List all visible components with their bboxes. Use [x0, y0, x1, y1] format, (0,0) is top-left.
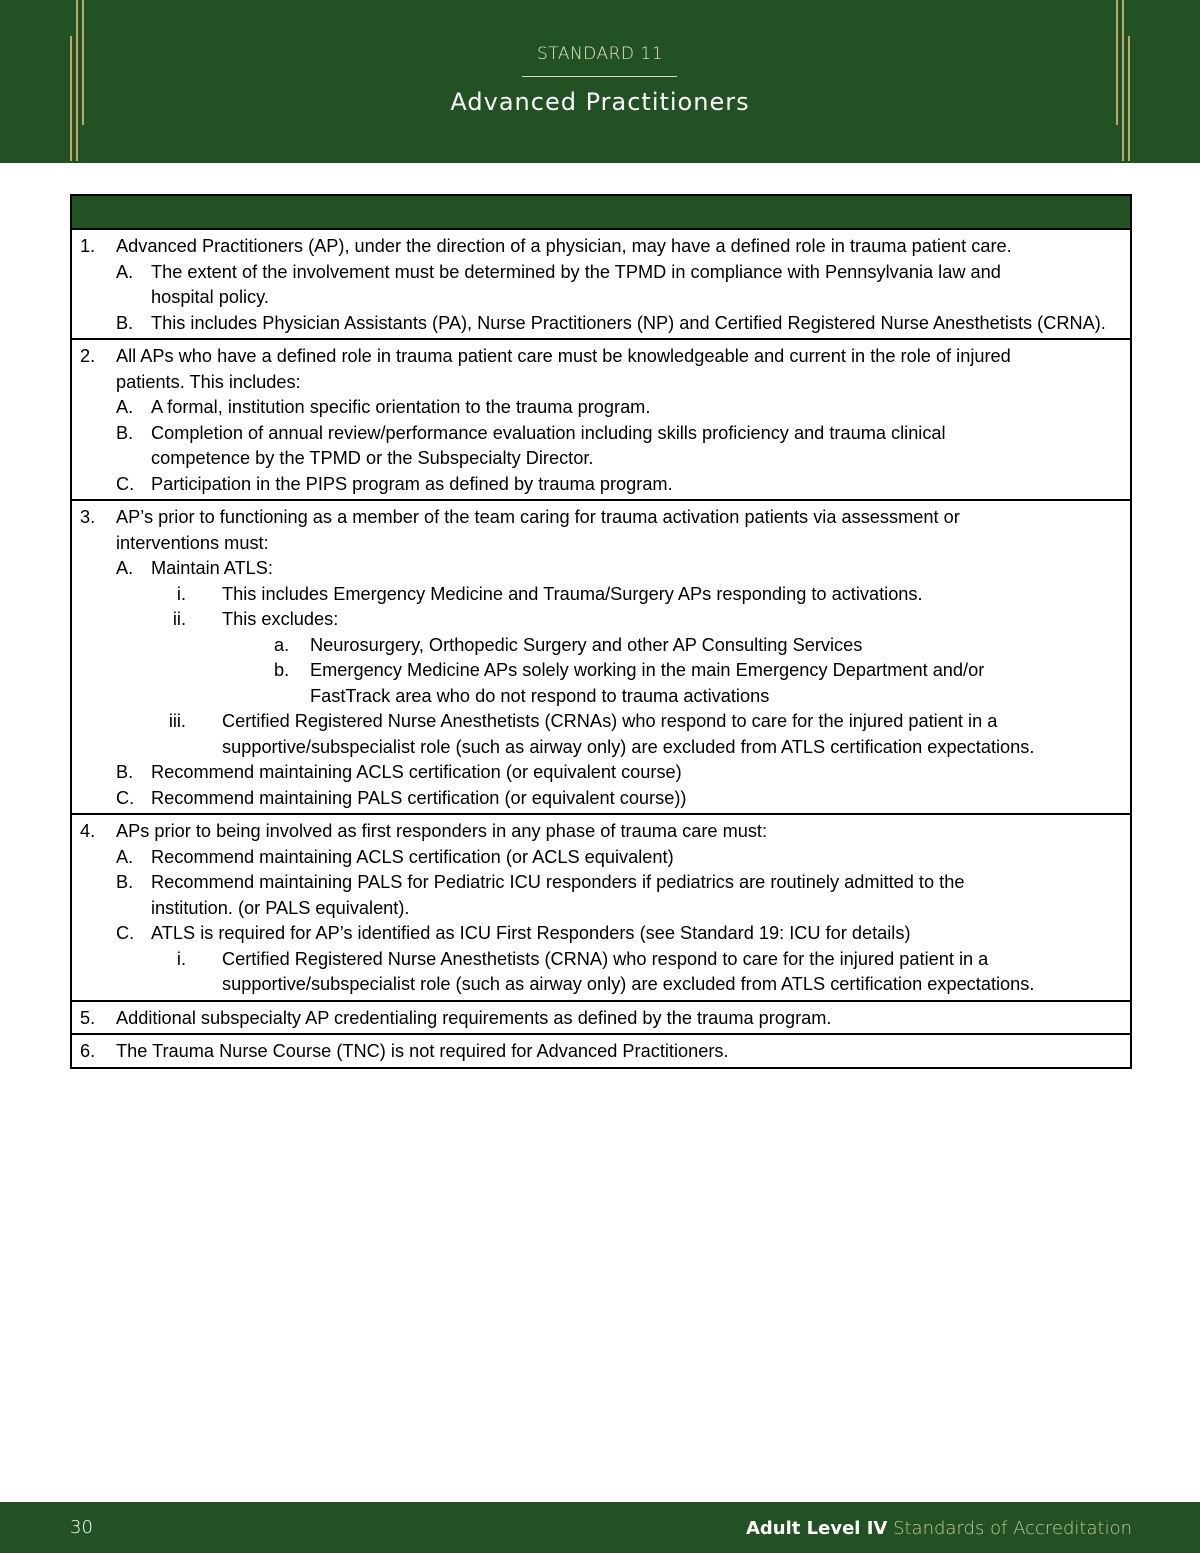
list-item	[72, 531, 1130, 557]
list-marker: 5.	[80, 1007, 96, 1028]
list-text: AP’s prior to functioning as a member of the team caring for trauma activation patients via assessment or	[116, 507, 960, 527]
list-text: Recommend maintaining ACLS certification (or ACLS equivalent)	[151, 846, 674, 867]
standard-label: STANDARD 11	[536, 44, 664, 64]
footer-title-bold: Adult Level IV	[745, 1518, 888, 1539]
list-item	[72, 582, 1130, 608]
list-text: The Trauma Nurse Course (TNC) is not required for Advanced Practitioners.	[116, 1041, 729, 1061]
list-marker: ii.	[172, 609, 186, 629]
list-text: supportive/subspecialist role (such as airway only) are excluded from ATLS certification expectations.	[222, 736, 1035, 757]
table-header-bar	[72, 196, 1130, 230]
list-text: hospital policy.	[151, 287, 269, 307]
list-text: Certified Registered Nurse Anesthetists (CRNA) who respond to care for the injured patient in a	[222, 948, 989, 969]
list-marker: i.	[176, 583, 186, 604]
list-marker: B.	[116, 312, 134, 333]
list-text: Emergency Medicine APs solely working in the main Emergency Department and/or	[310, 660, 985, 680]
list-marker: 2.	[80, 346, 96, 366]
list-item	[72, 472, 1130, 498]
page-header	[0, 0, 1200, 163]
table-body	[72, 230, 1130, 1067]
list-item	[72, 260, 1130, 286]
gold-rule-left-inner	[76, 0, 78, 161]
list-item	[72, 786, 1130, 812]
list-text: Neurosurgery, Orthopedic Surgery and other AP Consulting Services	[310, 634, 863, 655]
list-item	[72, 947, 1130, 973]
list-text: interventions must:	[116, 532, 269, 553]
footer-title-light: Standards of Accreditation	[893, 1518, 1132, 1539]
title-divider	[522, 76, 677, 77]
list-item	[72, 760, 1130, 786]
list-item	[72, 735, 1130, 761]
list-item	[72, 344, 1130, 370]
page-title: Advanced Practitioners	[450, 88, 750, 116]
list-marker: 6.	[80, 1041, 96, 1061]
list-marker: iii.	[168, 711, 186, 731]
list-text: Maintain ATLS:	[151, 558, 273, 578]
list-text: The extent of the involvement must be determined by the TPMD in compliance with Pennsylvania law and	[151, 261, 1001, 282]
list-text: APs prior to being involved as first responders in any phase of trauma care must:	[116, 821, 768, 841]
list-text: institution. (or PALS equivalent).	[151, 897, 410, 918]
list-marker: C.	[116, 787, 135, 808]
list-item	[72, 311, 1130, 337]
list-item	[72, 684, 1130, 710]
list-text: FastTrack area who do not respond to trauma activations	[310, 685, 770, 706]
list-item	[72, 285, 1130, 311]
list-marker: 1.	[80, 236, 96, 256]
standards-table	[70, 194, 1132, 1069]
table-row	[72, 340, 1130, 501]
list-marker: C.	[116, 923, 135, 943]
list-text: patients. This includes:	[116, 371, 301, 392]
list-marker: B.	[116, 872, 134, 892]
list-marker: A.	[116, 261, 134, 282]
table-row	[72, 815, 1130, 1002]
list-item	[72, 658, 1130, 684]
list-text: All APs who have a defined role in trauma patient care must be knowledgeable and current in the role of injured	[116, 346, 1011, 366]
gold-rule-right-inner	[1122, 0, 1124, 161]
list-text: supportive/subspecialist role (such as airway only) are excluded from ATLS certification expectations.	[222, 974, 1035, 994]
list-marker: 4.	[80, 821, 96, 841]
list-text: Advanced Practitioners (AP), under the direction of a physician, may have a defined role in trauma patient care.	[116, 236, 1012, 256]
list-marker: A.	[116, 397, 134, 417]
list-item	[72, 819, 1130, 845]
list-text: Participation in the PIPS program as defined by trauma program.	[151, 473, 673, 494]
list-item	[72, 709, 1130, 735]
list-text: competence by the TPMD or the Subspecialty Director.	[151, 448, 594, 468]
list-text: ATLS is required for AP’s identified as ICU First Responders (see Standard 19: ICU for details)	[151, 923, 911, 943]
table-row	[72, 501, 1130, 815]
list-item	[72, 1039, 1130, 1065]
list-item	[72, 972, 1130, 998]
list-text: Recommend maintaining PALS for Pediatric ICU responders if pediatrics are routinely admitted to the	[151, 872, 965, 892]
list-marker: 3.	[80, 507, 96, 527]
table-row	[72, 1035, 1130, 1067]
list-marker: B.	[116, 762, 134, 782]
list-marker: i.	[176, 948, 186, 969]
list-item	[72, 421, 1130, 447]
list-item	[72, 633, 1130, 659]
list-text: This includes Physician Assistants (PA), Nurse Practitioners (NP) and Certified Registered Nurse Anesthetists (CRNA).	[151, 312, 1106, 333]
list-text: This excludes:	[222, 609, 339, 629]
list-item	[72, 370, 1130, 396]
list-item	[72, 505, 1130, 531]
list-item	[72, 607, 1130, 633]
page-number: 30	[70, 1517, 93, 1538]
list-text: Completion of annual review/performance evaluation including skills proficiency and trauma clinical	[151, 422, 946, 443]
list-item	[72, 896, 1130, 922]
list-text: Additional subspecialty AP credentialing requirements as defined by the trauma program.	[116, 1007, 832, 1028]
list-item	[72, 234, 1130, 260]
list-text: Certified Registered Nurse Anesthetists (CRNAs) who respond to care for the injured patient in a	[222, 711, 998, 731]
list-marker: A.	[116, 846, 134, 867]
list-item	[72, 845, 1130, 871]
list-item	[72, 446, 1130, 472]
list-text: A formal, institution specific orientation to the trauma program.	[151, 397, 651, 417]
table-row	[72, 230, 1130, 340]
list-item	[72, 870, 1130, 896]
list-marker: C.	[116, 473, 135, 494]
table-row	[72, 1002, 1130, 1036]
list-item	[72, 395, 1130, 421]
list-text: Recommend maintaining PALS certification (or equivalent course))	[151, 787, 687, 808]
list-item	[72, 1006, 1130, 1032]
page-footer	[0, 1502, 1200, 1553]
list-marker: a.	[274, 634, 290, 655]
footer-document-title	[746, 1518, 1132, 1539]
list-marker: b.	[274, 660, 290, 680]
list-item	[72, 556, 1130, 582]
list-text: Recommend maintaining ACLS certification (or equivalent course)	[151, 762, 682, 782]
list-item	[72, 921, 1130, 947]
list-marker: A.	[116, 558, 134, 578]
list-text: This includes Emergency Medicine and Trauma/Surgery APs responding to activations.	[222, 583, 923, 604]
list-marker: B.	[116, 422, 134, 443]
